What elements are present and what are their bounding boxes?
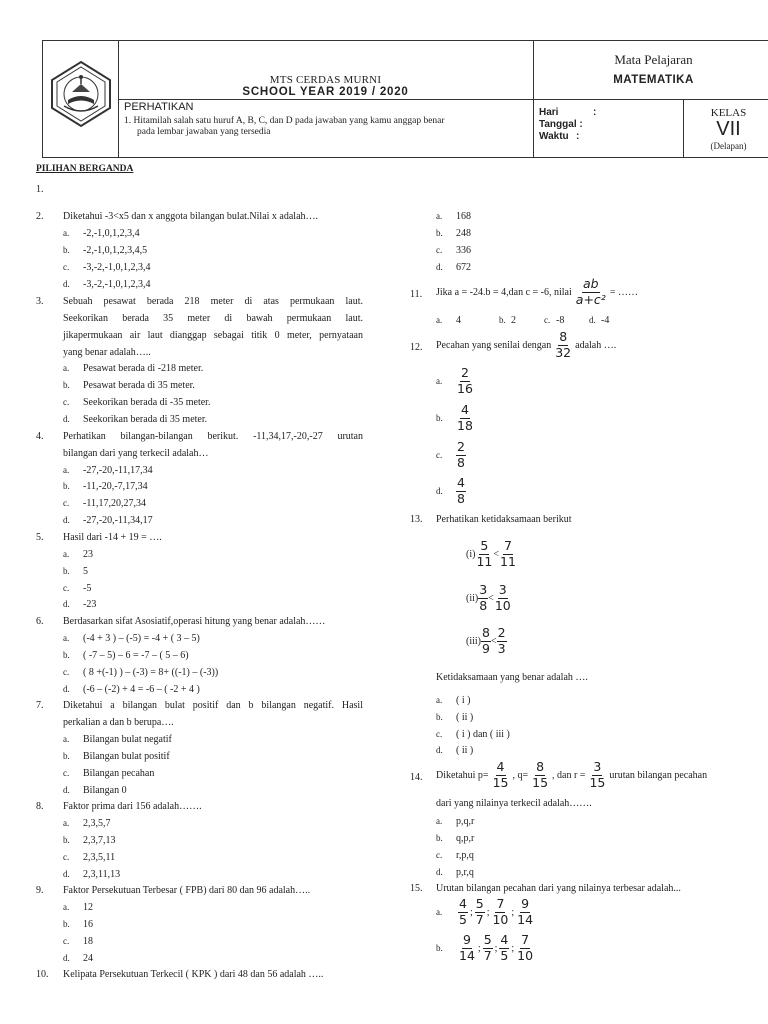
fraction-denominator: 7: [483, 947, 492, 963]
option: [63, 748, 170, 765]
question-text: Faktor prima dari 156 adalah…….: [63, 801, 202, 812]
option: [63, 681, 200, 698]
option-text: ( -7 – 5) – 6 = -7 – ( 5 – 6): [83, 650, 189, 661]
option-text: -4: [601, 315, 610, 326]
question-text: Ketidaksamaan yang benar adalah ….: [436, 672, 588, 683]
option-text: -2,-1,0,1,2,3,4: [83, 228, 140, 239]
option: [63, 849, 115, 866]
option-text: ( ii ): [456, 712, 474, 723]
option-text: 24: [83, 953, 93, 964]
option-text: Bilangan 0: [83, 785, 127, 796]
option-letter: d.: [63, 785, 70, 795]
fraction-numerator: 4: [500, 932, 509, 947]
option-text: p,q,r: [456, 816, 475, 827]
inequality-label: (ii): [466, 592, 479, 604]
fraction-numerator: 8: [536, 759, 545, 774]
option-letter: d.: [436, 262, 443, 272]
option-letter: a.: [436, 816, 443, 826]
option: [436, 898, 534, 926]
separator: ;: [511, 906, 515, 918]
option-letter: a.: [63, 465, 70, 475]
option-text: 2,3,7,13: [83, 835, 116, 846]
option: [436, 312, 461, 329]
question-number: 9.: [36, 885, 44, 896]
option-text: -11,-20,-7,17,34: [83, 481, 148, 492]
option: [63, 580, 91, 597]
option-letter: c.: [436, 850, 443, 860]
question-text: Perhatikan bilangan-bilangan berikut. -11,34,17,-20,-27 urutan: [63, 431, 363, 442]
option-text: -23: [83, 599, 97, 610]
option-letter: a.: [436, 376, 443, 386]
option-text: 168: [456, 211, 471, 222]
option-letter: c.: [436, 245, 443, 255]
waktu-label: Waktu: [539, 131, 569, 142]
fraction-denominator: 5: [459, 911, 467, 927]
option: [63, 225, 140, 242]
option-letter: d.: [63, 279, 70, 289]
question-text: Faktor Persekutuan Terbesar ( FPB) dari 80 dan 96 adalah…..: [63, 885, 311, 896]
option: [499, 312, 516, 329]
option: [63, 462, 153, 479]
fraction-numerator: 4: [459, 896, 467, 911]
option: [436, 709, 473, 726]
option-letter: b.: [63, 245, 70, 255]
question-text: Kelipata Persekutuan Terkecil ( KPK ) dari 48 dan 56 adalah …..: [63, 969, 324, 980]
option-letter: b.: [436, 712, 443, 722]
fraction-numerator: 2: [457, 439, 465, 454]
option-text: -8: [556, 315, 565, 326]
option: [63, 563, 88, 580]
colon: :: [593, 107, 597, 118]
option: [436, 225, 471, 242]
option: [63, 899, 93, 916]
option-letter: d.: [589, 315, 596, 325]
section-title: PILIHAN BERGANDA: [36, 164, 134, 174]
inequality-i: [466, 540, 517, 568]
option: [63, 242, 147, 259]
option-letter: a.: [436, 695, 443, 705]
option-text: 2: [511, 315, 516, 326]
subject-name: MATEMATIKA: [613, 74, 694, 86]
option-text: ( i ): [456, 695, 471, 706]
question-number: 6.: [36, 616, 44, 627]
option-letter: b.: [436, 228, 443, 238]
fraction-denominator: 16: [457, 380, 473, 396]
question-text: Pecahan yang senilai dengan: [436, 339, 552, 351]
fraction-denominator: 14: [459, 947, 475, 963]
option: [436, 847, 474, 864]
option: [544, 312, 564, 329]
question-text: Hasil dari -14 + 19 = ….: [63, 532, 162, 543]
question-text: = ……: [609, 286, 638, 298]
fraction-denominator: 11: [476, 553, 493, 569]
question-number: 7.: [36, 700, 44, 711]
question-text: Urutan bilangan pecahan dari yang nilainya terbesar adalah...: [436, 883, 681, 894]
separator: ;: [486, 906, 490, 918]
option-text: -3,-2,-1,0,1,2,3,4: [83, 262, 151, 273]
option: [63, 782, 127, 799]
fraction-numerator: 7: [503, 538, 512, 553]
separator: ;: [511, 942, 515, 954]
option-text: 2,3,5,11: [83, 852, 116, 863]
option-text: -27,-20,-11,34,17: [83, 515, 153, 526]
option-text: -27,-20,-11,17,34: [83, 465, 153, 476]
option-letter: b.: [436, 833, 443, 843]
question-number: 4.: [36, 431, 44, 442]
option-text: 2,3,11,13: [83, 869, 121, 880]
separator: ;: [494, 942, 498, 954]
hari-label: Hari: [539, 107, 559, 118]
option-text: -5: [83, 583, 92, 594]
option: [63, 765, 154, 782]
question-number: 13.: [410, 514, 423, 525]
option: [63, 866, 120, 883]
question-text: Diketahui a bilangan bulat positif dan b bilangan negatif. Hasil: [63, 700, 363, 711]
option-letter: b.: [63, 650, 70, 660]
option-letter: b.: [63, 751, 70, 761]
option-text: 336: [456, 245, 471, 256]
notice-text: 1. Hitamilah salah satu huruf A, B, C, dan D pada jawaban yang kamu anggap benar: [124, 116, 445, 126]
option: [63, 411, 207, 428]
option: [436, 367, 474, 395]
inequality-operator: <: [493, 548, 499, 560]
fraction-numerator: 9: [521, 896, 530, 911]
option-text: 672: [456, 262, 471, 273]
option-letter: a.: [436, 907, 443, 917]
option-letter: c.: [63, 397, 70, 407]
inequality-label: (i): [466, 548, 476, 560]
option-text: ( 8 +(-1) ) – (-3) = 8+ ((-1) – (-3)): [83, 667, 219, 678]
option: [63, 394, 210, 411]
inequality-iii: [466, 627, 507, 655]
option-text: Bilangan pecahan: [83, 768, 155, 779]
option: [63, 832, 116, 849]
option-letter: c.: [63, 768, 70, 778]
kelas-label: KELAS: [710, 107, 747, 119]
option: [436, 404, 474, 432]
option: [589, 312, 609, 329]
option-letter: b.: [63, 380, 70, 390]
option-letter: b.: [436, 943, 443, 953]
fraction-denominator: 32: [555, 344, 572, 360]
question-text: dari yang nilainya terkecil adalah…….: [436, 798, 592, 809]
fraction-numerator: 9: [462, 932, 471, 947]
option-letter: d.: [63, 599, 70, 609]
option-letter: a.: [63, 902, 70, 912]
kelas-value: VII: [716, 118, 741, 140]
option: [63, 546, 93, 563]
question-text: jikapermukaan air laut dianggap sebagai titik 0 meter, pernyataan: [63, 330, 363, 341]
option: [63, 259, 151, 276]
option-letter: c.: [436, 729, 443, 739]
option-letter: d.: [63, 414, 70, 424]
fraction-numerator: 3: [498, 582, 507, 597]
fraction-numerator: 2: [497, 625, 506, 640]
option-letter: a.: [63, 363, 70, 373]
option-text: p,r,q: [456, 867, 474, 878]
fraction-numerator: ab: [582, 276, 599, 291]
option-text: Bilangan bulat positif: [83, 751, 170, 762]
question-number: 1.: [36, 184, 44, 195]
option-text: Bilangan bulat negatif: [83, 734, 172, 745]
option: [436, 259, 471, 276]
colon: :: [576, 131, 580, 142]
fraction-denominator: 10: [517, 947, 534, 963]
fraction-denominator: 7: [475, 911, 484, 927]
question-text: perkalian a dan b berupa….: [63, 717, 174, 728]
option-letter: c.: [63, 852, 70, 862]
fraction-denominator: 5: [500, 947, 509, 963]
inequality-operator: <: [490, 635, 497, 647]
option-text: -3,-2,-1,0,1,2,3,4: [83, 279, 151, 290]
option-letter: c.: [63, 583, 70, 593]
option-text: 23: [83, 549, 93, 560]
option-text: (-6 – (-2) + 4 = -6 – ( -2 + 4 ): [83, 684, 200, 695]
question-text: Diketahui p=: [436, 769, 489, 781]
subject-label: Mata Pelajaran: [614, 52, 693, 67]
option-letter: b.: [499, 315, 506, 325]
fraction-denominator: 15: [492, 774, 509, 790]
question-text: Jika a = -24.b = 4,dan c = -6, nilai: [436, 286, 572, 298]
question-text: Perhatikan ketidaksamaan berikut: [436, 514, 572, 525]
fraction-denominator: 8: [457, 490, 465, 506]
option-letter: a.: [63, 549, 70, 559]
fraction-denominator: 14: [517, 911, 534, 927]
option-letter: c.: [436, 450, 443, 460]
fraction-numerator: 2: [460, 365, 469, 380]
notice-text: pada lembar jawaban yang tersedia: [137, 127, 271, 137]
option-letter: c.: [63, 262, 70, 272]
option-text: 2,3,5,7: [83, 818, 111, 829]
fraction-numerator: 5: [483, 932, 492, 947]
option-text: 4: [456, 315, 461, 326]
question-text: [436, 761, 707, 789]
option-letter: d.: [63, 684, 70, 694]
option-text: Seekorikan berada di 35 meter.: [83, 414, 208, 425]
option: [436, 692, 470, 709]
fraction-numerator: 4: [496, 759, 505, 774]
question-text: [436, 278, 638, 306]
question-text: Berdasarkan sifat Asosiatif,operasi hitung yang benar adalah……: [63, 616, 326, 627]
fraction-numerator: 4: [457, 475, 465, 490]
question-text: Diketahui -3<x5 dan x anggota bilangan bulat.Nilai x adalah….: [63, 211, 319, 222]
fraction-numerator: 3: [593, 759, 602, 774]
option-letter: d.: [436, 486, 443, 496]
option-text: ( ii ): [456, 745, 474, 756]
question-text: bilangan dari yang terkecil adalah…: [63, 448, 209, 459]
option-text: 18: [83, 936, 93, 947]
header-divider: [118, 99, 768, 100]
question-number: 12.: [410, 342, 423, 353]
option: [63, 933, 93, 950]
question-text: , dan r =: [552, 769, 586, 781]
option-text: 12: [83, 902, 93, 913]
option-letter: a.: [63, 818, 70, 828]
option: [63, 950, 93, 967]
option: [63, 276, 151, 293]
question-text: adalah ….: [575, 339, 617, 351]
option-text: (-4 + 3 ) – (-5) = -4 + ( 3 – 5): [83, 633, 200, 644]
notice-title: PERHATIKAN: [124, 101, 194, 113]
fraction-denominator: 11: [500, 553, 516, 569]
option-letter: c.: [544, 315, 551, 325]
inequality-ii: [466, 584, 512, 612]
option-text: 16: [83, 919, 93, 930]
option-letter: c.: [63, 667, 70, 677]
kelas-word: (Delapan): [710, 141, 747, 151]
option-letter: c.: [63, 936, 70, 946]
fraction-numerator: 5: [475, 896, 484, 911]
fraction-denominator: 10: [492, 911, 509, 927]
fraction-numerator: 5: [480, 538, 489, 553]
question-text: Seekorikan berada 35 meter di bawah permukaan laut.: [63, 313, 363, 324]
inequality-operator: <: [488, 592, 494, 604]
school-year: SCHOOL YEAR 2019 / 2020: [242, 86, 409, 98]
fraction-denominator: 8: [457, 454, 465, 470]
option-letter: b.: [63, 835, 70, 845]
tanggal-label: Tanggal :: [539, 119, 583, 130]
option-letter: a.: [436, 211, 443, 221]
question-text: Sebuah pesawat berada 218 meter di atas permukaan laut.: [63, 296, 363, 307]
option-text: -2,-1,0,1,2,3,4,5: [83, 245, 148, 256]
question-number: 2.: [36, 211, 44, 222]
option: [63, 916, 93, 933]
option-letter: d.: [436, 745, 443, 755]
option-text: r,p,q: [456, 850, 474, 861]
fraction-numerator: 8: [559, 329, 568, 344]
option-text: Pesawat berada di 35 meter.: [83, 380, 195, 391]
option-letter: a.: [63, 228, 70, 238]
question-number: 5.: [36, 532, 44, 543]
option: [436, 830, 474, 847]
fraction-numerator: 8: [482, 625, 490, 640]
option: [436, 864, 474, 881]
fraction-numerator: 7: [521, 932, 530, 947]
option: [63, 815, 111, 832]
option-text: 248: [456, 228, 471, 239]
option: [63, 512, 153, 529]
question-number: 15.: [410, 883, 423, 894]
fraction-denominator: 9: [482, 640, 490, 656]
option-letter: b.: [63, 566, 70, 576]
option: [436, 208, 471, 225]
option-letter: b.: [63, 919, 70, 929]
option: [63, 596, 96, 613]
option: [436, 813, 474, 830]
option: [436, 242, 471, 259]
option-text: Seekorikan berada di -35 meter.: [83, 397, 211, 408]
option-text: ( i ) dan ( iii ): [456, 729, 510, 740]
fraction-denominator: 10: [494, 597, 511, 613]
fraction-numerator: 3: [479, 582, 488, 597]
option: [63, 630, 200, 647]
option-letter: d.: [63, 515, 70, 525]
option: [436, 934, 534, 962]
option-text: 5: [83, 566, 88, 577]
fraction-denominator: 15: [589, 774, 606, 790]
question-text: urutan bilangan pecahan: [609, 769, 708, 781]
option-letter: a.: [63, 734, 70, 744]
question-number: 10.: [36, 969, 49, 980]
school-name: MTS CERDAS MURNI: [269, 74, 382, 86]
fraction-denominator: 8: [479, 597, 488, 613]
option-letter: c.: [63, 498, 70, 508]
question-number: 11.: [410, 289, 423, 300]
option: [63, 360, 203, 377]
question-text: yang benar adalah…..: [63, 347, 151, 358]
option: [63, 664, 218, 681]
option: [63, 647, 189, 664]
option-letter: d.: [63, 869, 70, 879]
option-letter: a.: [63, 633, 70, 643]
fraction-denominator: 15: [532, 774, 549, 790]
fraction-denominator: 3: [497, 640, 506, 656]
school-logo: [46, 58, 116, 130]
option-text: -11,17,20,27,34: [83, 498, 146, 509]
option-text: Pesawat berada di -218 meter.: [83, 363, 204, 374]
option-letter: b.: [436, 413, 443, 423]
separator: ;: [477, 942, 481, 954]
option-text: q,p,r: [456, 833, 475, 844]
option: [63, 377, 195, 394]
separator: ;: [469, 906, 473, 918]
fraction-denominator: a+c²: [575, 291, 606, 307]
option: [63, 731, 172, 748]
option: [436, 441, 466, 469]
question-text: , q=: [512, 769, 529, 781]
option-letter: d.: [436, 867, 443, 877]
option: [436, 742, 473, 759]
fraction-denominator: 18: [457, 417, 473, 433]
option: [436, 726, 510, 743]
option: [63, 478, 148, 495]
question-number: 8.: [36, 801, 44, 812]
fraction-numerator: 4: [460, 402, 469, 417]
inequality-label: (iii): [466, 635, 481, 647]
question-number: 14.: [410, 772, 423, 783]
fraction-numerator: 7: [496, 896, 505, 911]
question-number: 3.: [36, 296, 44, 307]
option: [436, 477, 466, 505]
question-text: [436, 331, 616, 359]
option-letter: d.: [63, 953, 70, 963]
option-letter: a.: [436, 315, 443, 325]
option: [63, 495, 146, 512]
option-letter: b.: [63, 481, 70, 491]
